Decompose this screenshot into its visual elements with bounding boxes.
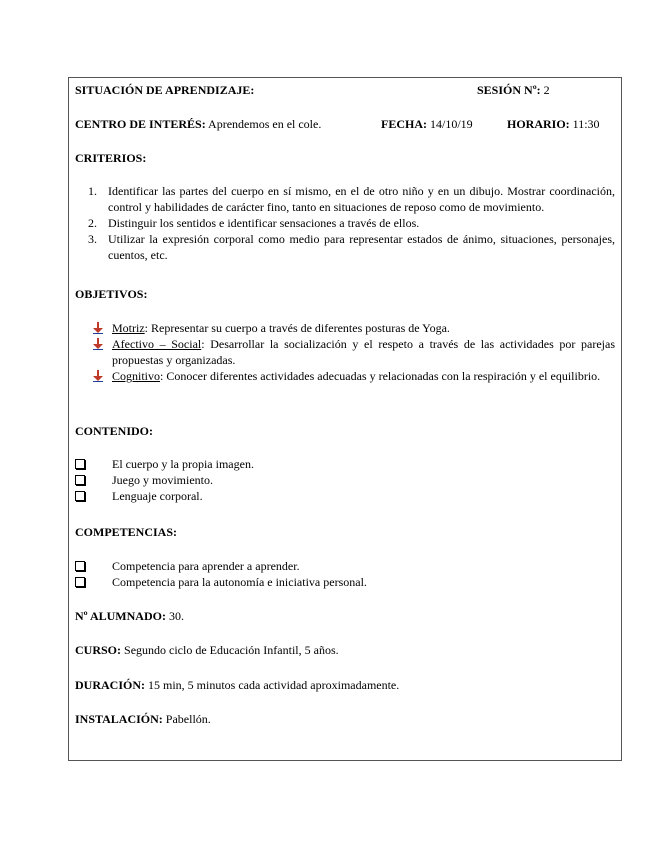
competencia-item	[75, 558, 615, 574]
objetivo-label: Afectivo – Social	[112, 337, 202, 351]
criterios-list	[75, 183, 615, 263]
competencias-list	[75, 558, 615, 590]
checkbox-icon	[75, 475, 85, 485]
checkbox-icon	[75, 577, 85, 587]
competencias-title-text: COMPETENCIAS:	[75, 525, 178, 539]
objetivos-title	[75, 286, 615, 302]
criterios-title	[75, 150, 615, 166]
contenido-text: Juego y movimiento.	[112, 473, 213, 487]
sesion-label: SESIÓN Nº:	[477, 83, 541, 97]
situacion-label: SITUACIÓN DE APRENDIZAJE:	[75, 83, 255, 97]
criterio-item	[75, 183, 615, 215]
contenido-text: Lenguaje corporal.	[112, 489, 203, 503]
contenido-list	[75, 456, 615, 504]
criterio-text: Identificar las partes del cuerpo en sí mismo, en el de otro niño y en un dibujo. Mostrar coordinación, control y habilidades de carácter fino, tanto en situaciones de reposo como de movimiento.	[108, 184, 615, 214]
curso-row	[75, 642, 615, 658]
alumnado-value: 30.	[168, 609, 184, 623]
competencia-text: Competencia para aprender a aprender.	[112, 559, 300, 573]
objetivo-text: : Desarrollar la socialización y el respeto a través de las actividades por parejas propuestas y organizadas.	[112, 337, 615, 367]
duracion-label: DURACIÓN:	[75, 678, 145, 692]
horario-label: HORARIO:	[507, 117, 570, 131]
document-frame	[68, 77, 622, 761]
objetivo-item	[75, 368, 615, 384]
checkbox-icon	[75, 561, 85, 571]
centro-label: CENTRO DE INTERÉS:	[75, 117, 206, 131]
centro-row	[75, 116, 615, 132]
objetivo-label: Motriz	[112, 321, 145, 335]
competencia-text: Competencia para la autonomía e iniciativa personal.	[112, 575, 367, 589]
criterio-item	[75, 215, 615, 231]
contenido-item	[75, 488, 615, 504]
fecha-group	[381, 116, 473, 132]
contenido-title	[75, 423, 615, 439]
objetivo-item	[75, 320, 615, 336]
curso-value: Segundo ciclo de Educación Infantil, 5 años.	[124, 643, 339, 657]
duracion-row	[75, 677, 615, 693]
contenido-title-text: CONTENIDO:	[75, 424, 154, 438]
arrow-down-icon	[93, 322, 103, 334]
fecha-label: FECHA:	[381, 117, 427, 131]
criterio-number: 2.	[88, 216, 97, 230]
horario-value: 11:30	[572, 117, 600, 131]
instalacion-value: Pabellón.	[165, 712, 211, 726]
sesion-group	[477, 82, 550, 98]
instalacion-row	[75, 711, 615, 727]
arrow-down-icon	[93, 370, 103, 382]
criterio-number: 3.	[88, 232, 97, 246]
objetivos-list	[75, 320, 615, 384]
competencia-item	[75, 574, 615, 590]
fecha-value: 14/10/19	[430, 117, 473, 131]
instalacion-label: INSTALACIÓN:	[75, 712, 163, 726]
curso-label: CURSO:	[75, 643, 122, 657]
alumnado-label: Nº ALUMNADO:	[75, 609, 166, 623]
sesion-value: 2	[543, 83, 550, 97]
objetivo-text: : Representar su cuerpo a través de diferentes posturas de Yoga.	[144, 321, 450, 335]
objetivo-label: Cognitivo	[112, 369, 161, 383]
objetivos-title-text: OBJETIVOS:	[75, 287, 148, 301]
criterio-text: Utilizar la expresión corporal como medio para representar estados de ánimo, situaciones, personajes, cuentos, etc.	[108, 232, 615, 262]
centro-value: Aprendemos en el cole.	[208, 117, 322, 131]
alumnado-row	[75, 608, 615, 624]
criterio-number: 1.	[88, 184, 97, 198]
duracion-value: 15 min, 5 minutos cada actividad aproximadamente.	[148, 678, 400, 692]
contenido-text: El cuerpo y la propia imagen.	[112, 457, 254, 471]
criterio-item	[75, 231, 615, 263]
contenido-item	[75, 472, 615, 488]
checkbox-icon	[75, 491, 85, 501]
checkbox-icon	[75, 459, 85, 469]
criterios-title-text: CRITERIOS:	[75, 151, 147, 165]
objetivo-text: : Conocer diferentes actividades adecuadas y relacionadas con la respiración y el equilibrio.	[160, 369, 601, 383]
situacion-row	[75, 82, 615, 98]
criterio-text: Distinguir los sentidos e identificar sensaciones a través de ellos.	[108, 216, 420, 230]
arrow-down-icon	[93, 338, 103, 350]
objetivo-item	[75, 336, 615, 368]
contenido-item	[75, 456, 615, 472]
horario-group	[507, 116, 600, 132]
competencias-title	[75, 524, 615, 540]
